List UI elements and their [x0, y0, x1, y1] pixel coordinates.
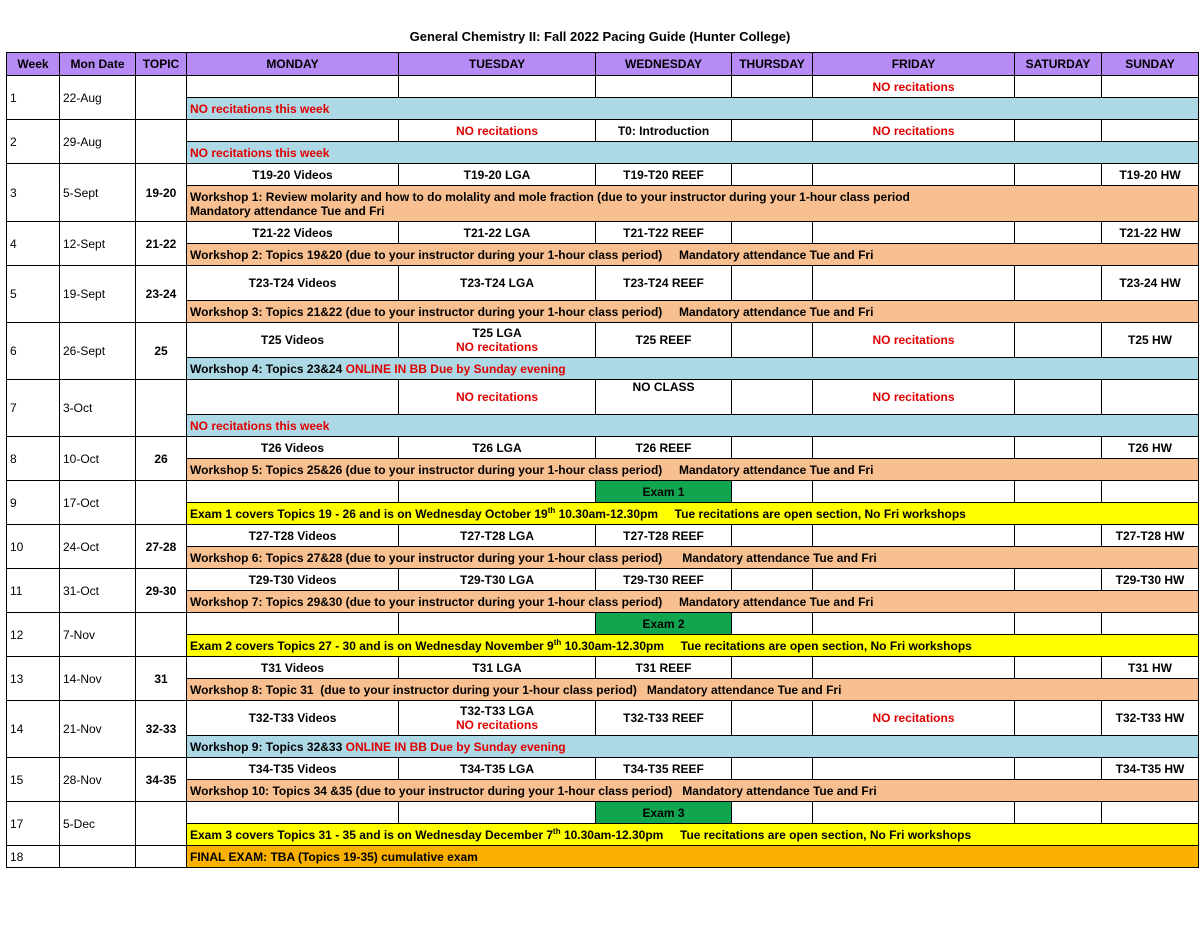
exam-note-text: Exam 3 covers Topics 31 - 35 and is on Wednesday December 7: [190, 828, 554, 842]
tuesday-cell: T27-T28 LGA: [399, 525, 596, 547]
topic-cell: [136, 481, 187, 525]
sunday-cell: [1102, 76, 1199, 98]
saturday-cell: [1015, 569, 1102, 591]
topic-cell: 32-33: [136, 701, 187, 758]
wednesday-cell: T21-T22 REEF: [596, 222, 732, 244]
exam-note-band: [187, 503, 1199, 525]
date-cell: 5-Sept: [60, 164, 136, 222]
saturday-cell: [1015, 164, 1102, 186]
monday-cell: [187, 76, 399, 98]
header-thursday: THURSDAY: [732, 53, 813, 76]
workshop-text: Workshop 1: Review molarity and how to do molality and mole fraction (due to your instructor during your 1-hour class period: [190, 189, 910, 204]
table-row: [7, 481, 1199, 503]
date-cell: 31-Oct: [60, 569, 136, 613]
sunday-cell: [1102, 120, 1199, 142]
date-cell: 24-Oct: [60, 525, 136, 569]
sunday-cell: T34-T35 HW: [1102, 758, 1199, 780]
monday-cell: T25 Videos: [187, 323, 399, 358]
workshop-band: Workshop 6: Topics 27&28 (due to your instructor during your 1-hour class period) Mandatory attendance Tue and Fri: [187, 547, 1199, 569]
exam-time-text: 10.30am-12.30pm Tue recitations are open section, No Fri workshops: [560, 828, 972, 842]
topic-cell: 21-22: [136, 222, 187, 266]
workshop-band: Workshop 2: Topics 19&20 (due to your instructor during your 1-hour class period) Mandatory attendance Tue and Fri: [187, 244, 1199, 266]
exam-note-text: Exam 2 covers Topics 27 - 30 and is on Wednesday November 9: [190, 639, 554, 653]
saturday-cell: [1015, 76, 1102, 98]
header-monday: MONDAY: [187, 53, 399, 76]
week-cell: 15: [7, 758, 60, 802]
thursday-cell: [732, 266, 813, 301]
thursday-cell: [732, 120, 813, 142]
date-cell: 22-Aug: [60, 76, 136, 120]
week-cell: 10: [7, 525, 60, 569]
date-cell: 29-Aug: [60, 120, 136, 164]
topic-cell: 26: [136, 437, 187, 481]
thursday-cell: [732, 802, 813, 824]
workshop-band: Workshop 10: Topics 34 &35 (due to your instructor during your 1-hour class period) Mandatory attendance Tue and Fri: [187, 780, 1199, 802]
thursday-cell: [732, 222, 813, 244]
topic-cell: 29-30: [136, 569, 187, 613]
date-cell: 12-Sept: [60, 222, 136, 266]
sunday-cell: [1102, 613, 1199, 635]
date-cell: 3-Oct: [60, 380, 136, 437]
friday-cell: [813, 569, 1015, 591]
table-row: [7, 164, 1199, 186]
workshop-band: Workshop 3: Topics 21&22 (due to your instructor during your 1-hour class period) Mandatory attendance Tue and Fri: [187, 301, 1199, 323]
table-row: [7, 222, 1199, 244]
week-cell: 4: [7, 222, 60, 266]
saturday-cell: [1015, 657, 1102, 679]
workshop-band: Workshop 7: Topics 29&30 (due to your instructor during your 1-hour class period) Mandatory attendance Tue and Fri: [187, 591, 1199, 613]
workshop-text: Workshop 4: Topics 23&24: [190, 361, 346, 376]
no-recitations-band: NO recitations this week: [187, 142, 1199, 164]
header-wednesday: WEDNESDAY: [596, 53, 732, 76]
friday-cell: NO recitations: [813, 701, 1015, 736]
page-title: General Chemistry II: Fall 2022 Pacing Guide (Hunter College): [409, 29, 791, 44]
topic-cell: 31: [136, 657, 187, 701]
topic-cell: [136, 846, 187, 868]
final-exam-band: FINAL EXAM: TBA (Topics 19-35) cumulative exam: [187, 846, 1199, 868]
sunday-cell: [1102, 802, 1199, 824]
thursday-cell: [732, 164, 813, 186]
workshop-band: Workshop 5: Topics 25&26 (due to your instructor during your 1-hour class period) Mandatory attendance Tue and Fri: [187, 459, 1199, 481]
sunday-cell: T31 HW: [1102, 657, 1199, 679]
tuesday-cell: [399, 613, 596, 635]
thursday-cell: [732, 613, 813, 635]
friday-cell: [813, 266, 1015, 301]
date-cell: 19-Sept: [60, 266, 136, 323]
saturday-cell: [1015, 525, 1102, 547]
wednesday-cell: Exam 2: [596, 613, 732, 635]
sunday-cell: T23-24 HW: [1102, 266, 1199, 301]
workshop-online-band: [187, 358, 1199, 380]
sunday-cell: T27-T28 HW: [1102, 525, 1199, 547]
header-mon-date: Mon Date: [60, 53, 136, 76]
monday-cell: T34-T35 Videos: [187, 758, 399, 780]
topic-cell: [136, 120, 187, 164]
online-note-text: ONLINE IN BB Due by Sunday evening: [345, 739, 566, 754]
monday-cell: [187, 481, 399, 503]
tuesday-cell: [399, 802, 596, 824]
header-friday: FRIDAY: [813, 53, 1015, 76]
table-row: [7, 569, 1199, 591]
monday-cell: [187, 613, 399, 635]
ordinal-suffix: th: [547, 506, 556, 515]
week-cell: 12: [7, 613, 60, 657]
tuesday-cell: T29-T30 LGA: [399, 569, 596, 591]
table-row: [7, 323, 1199, 358]
tuesday-cell: T19-20 LGA: [399, 164, 596, 186]
date-cell: 26-Sept: [60, 323, 136, 380]
friday-cell: NO recitations: [813, 380, 1015, 415]
saturday-cell: [1015, 380, 1102, 415]
table-row: [7, 437, 1199, 459]
exam-note-band: [187, 824, 1199, 846]
tuesday-lga-label: T25 LGA: [472, 326, 522, 340]
workshop-band: Workshop 8: Topic 31 (due to your instructor during your 1-hour class period) Mandatory attendance Tue and Fri: [187, 679, 1199, 701]
topic-cell: 34-35: [136, 758, 187, 802]
wednesday-cell: T27-T28 REEF: [596, 525, 732, 547]
week-cell: 18: [7, 846, 60, 868]
table-body: [7, 76, 1199, 868]
topic-cell: 25: [136, 323, 187, 380]
week-cell: 9: [7, 481, 60, 525]
date-cell: [60, 846, 136, 868]
tuesday-no-recitations-label: NO recitations: [455, 340, 539, 354]
wednesday-cell: T0: Introduction: [596, 120, 732, 142]
table-row: [7, 657, 1199, 679]
tuesday-cell: NO recitations: [399, 120, 596, 142]
table-row: [7, 76, 1199, 98]
notes-band: [187, 186, 1199, 222]
table-row: [7, 525, 1199, 547]
thursday-cell: [732, 569, 813, 591]
saturday-cell: [1015, 613, 1102, 635]
thursday-cell: [732, 481, 813, 503]
tuesday-cell: [399, 701, 596, 736]
week-cell: 5: [7, 266, 60, 323]
week-cell: 8: [7, 437, 60, 481]
wednesday-cell: T34-T35 REEF: [596, 758, 732, 780]
table-row: [7, 758, 1199, 780]
saturday-cell: [1015, 222, 1102, 244]
date-cell: 17-Oct: [60, 481, 136, 525]
sunday-cell: T26 HW: [1102, 437, 1199, 459]
attendance-note-text: Mandatory attendance Tue and Fri: [190, 203, 385, 218]
date-cell: 14-Nov: [60, 657, 136, 701]
header-row: [7, 53, 1199, 76]
table-row: [7, 846, 1199, 868]
friday-cell: NO recitations: [813, 120, 1015, 142]
table-row: [7, 266, 1199, 301]
table-row: [7, 701, 1199, 736]
friday-cell: NO recitations: [813, 323, 1015, 358]
online-note-text: ONLINE IN BB Due by Sunday evening: [345, 361, 566, 376]
friday-cell: [813, 802, 1015, 824]
thursday-cell: [732, 525, 813, 547]
monday-cell: T29-T30 Videos: [187, 569, 399, 591]
thursday-cell: [732, 701, 813, 736]
topic-cell: 19-20: [136, 164, 187, 222]
week-cell: 17: [7, 802, 60, 846]
saturday-cell: [1015, 481, 1102, 503]
week-cell: 3: [7, 164, 60, 222]
friday-cell: [813, 758, 1015, 780]
saturday-cell: [1015, 701, 1102, 736]
exam-time-text: 10.30am-12.30pm Tue recitations are open section, No Fri workshops: [561, 639, 972, 653]
wednesday-cell: T25 REEF: [596, 323, 732, 358]
topic-cell: 27-28: [136, 525, 187, 569]
friday-cell: [813, 481, 1015, 503]
topic-cell: [136, 802, 187, 846]
sunday-cell: [1102, 481, 1199, 503]
table-row: [7, 802, 1199, 824]
topic-cell: [136, 76, 187, 120]
date-cell: 21-Nov: [60, 701, 136, 758]
friday-cell: [813, 613, 1015, 635]
wednesday-cell: T19-T20 REEF: [596, 164, 732, 186]
monday-cell: T26 Videos: [187, 437, 399, 459]
ordinal-suffix: th: [553, 827, 561, 836]
workshop-text: Workshop 9: Topics 32&33: [190, 739, 346, 754]
tuesday-cell: T21-22 LGA: [399, 222, 596, 244]
week-cell: 13: [7, 657, 60, 701]
header-tuesday: TUESDAY: [399, 53, 596, 76]
tuesday-cell: T31 LGA: [399, 657, 596, 679]
wednesday-cell: T32-T33 REEF: [596, 701, 732, 736]
wednesday-cell: [596, 76, 732, 98]
table-row: [7, 120, 1199, 142]
header-week: Week: [7, 53, 60, 76]
tuesday-cell: NO recitations: [399, 380, 596, 415]
exam-note-band: [187, 635, 1199, 657]
wednesday-cell: T29-T30 REEF: [596, 569, 732, 591]
monday-cell: T19-20 Videos: [187, 164, 399, 186]
week-cell: 7: [7, 380, 60, 437]
saturday-cell: [1015, 437, 1102, 459]
exam-time-text: 10.30am-12.30pm Tue recitations are open section, No Fri workshops: [555, 507, 966, 521]
pacing-guide-table: [6, 52, 1199, 868]
thursday-cell: [732, 437, 813, 459]
no-recitations-band: NO recitations this week: [187, 98, 1199, 120]
friday-cell: [813, 525, 1015, 547]
header-saturday: SATURDAY: [1015, 53, 1102, 76]
wednesday-cell: NO CLASS: [596, 380, 732, 415]
sunday-cell: T29-T30 HW: [1102, 569, 1199, 591]
tuesday-cell: [399, 76, 596, 98]
monday-cell: T31 Videos: [187, 657, 399, 679]
date-cell: 5-Dec: [60, 802, 136, 846]
wednesday-cell: T26 REEF: [596, 437, 732, 459]
table-row: [7, 380, 1199, 415]
wednesday-cell: Exam 1: [596, 481, 732, 503]
sunday-cell: T19-20 HW: [1102, 164, 1199, 186]
week-cell: 14: [7, 701, 60, 758]
monday-cell: [187, 120, 399, 142]
wednesday-cell: T23-T24 REEF: [596, 266, 732, 301]
tuesday-cell: T26 LGA: [399, 437, 596, 459]
thursday-cell: [732, 323, 813, 358]
topic-cell: 23-24: [136, 266, 187, 323]
saturday-cell: [1015, 802, 1102, 824]
date-cell: 7-Nov: [60, 613, 136, 657]
sunday-cell: T32-T33 HW: [1102, 701, 1199, 736]
monday-cell: [187, 802, 399, 824]
tuesday-cell: T23-T24 LGA: [399, 266, 596, 301]
header-topic: TOPIC: [136, 53, 187, 76]
week-cell: 6: [7, 323, 60, 380]
topic-cell: [136, 613, 187, 657]
no-recitations-band: NO recitations this week: [187, 415, 1199, 437]
monday-cell: T27-T28 Videos: [187, 525, 399, 547]
table-row: [7, 613, 1199, 635]
date-cell: 10-Oct: [60, 437, 136, 481]
friday-cell: [813, 657, 1015, 679]
header-sunday: SUNDAY: [1102, 53, 1199, 76]
workshop-online-band: [187, 736, 1199, 758]
friday-cell: [813, 222, 1015, 244]
monday-cell: T21-22 Videos: [187, 222, 399, 244]
monday-cell: T32-T33 Videos: [187, 701, 399, 736]
thursday-cell: [732, 380, 813, 415]
tuesday-lga-label: T32-T33 LGA: [459, 704, 534, 718]
exam-note-text: Exam 1 covers Topics 19 - 26 and is on Wednesday October 19: [190, 507, 548, 521]
tuesday-cell: [399, 323, 596, 358]
tuesday-cell: [399, 481, 596, 503]
friday-cell: [813, 164, 1015, 186]
topic-cell: [136, 380, 187, 437]
monday-cell: [187, 380, 399, 415]
sunday-cell: T25 HW: [1102, 323, 1199, 358]
friday-cell: NO recitations: [813, 76, 1015, 98]
thursday-cell: [732, 76, 813, 98]
week-cell: 2: [7, 120, 60, 164]
monday-cell: T23-T24 Videos: [187, 266, 399, 301]
tuesday-no-recitations-label: NO recitations: [455, 718, 539, 732]
saturday-cell: [1015, 323, 1102, 358]
week-cell: 1: [7, 76, 60, 120]
sunday-cell: T21-22 HW: [1102, 222, 1199, 244]
week-cell: 11: [7, 569, 60, 613]
ordinal-suffix: th: [553, 638, 562, 647]
sunday-cell: [1102, 380, 1199, 415]
date-cell: 28-Nov: [60, 758, 136, 802]
saturday-cell: [1015, 758, 1102, 780]
saturday-cell: [1015, 120, 1102, 142]
tuesday-cell: T34-T35 LGA: [399, 758, 596, 780]
thursday-cell: [732, 758, 813, 780]
thursday-cell: [732, 657, 813, 679]
saturday-cell: [1015, 266, 1102, 301]
wednesday-cell: T31 REEF: [596, 657, 732, 679]
wednesday-cell: Exam 3: [596, 802, 732, 824]
friday-cell: [813, 437, 1015, 459]
